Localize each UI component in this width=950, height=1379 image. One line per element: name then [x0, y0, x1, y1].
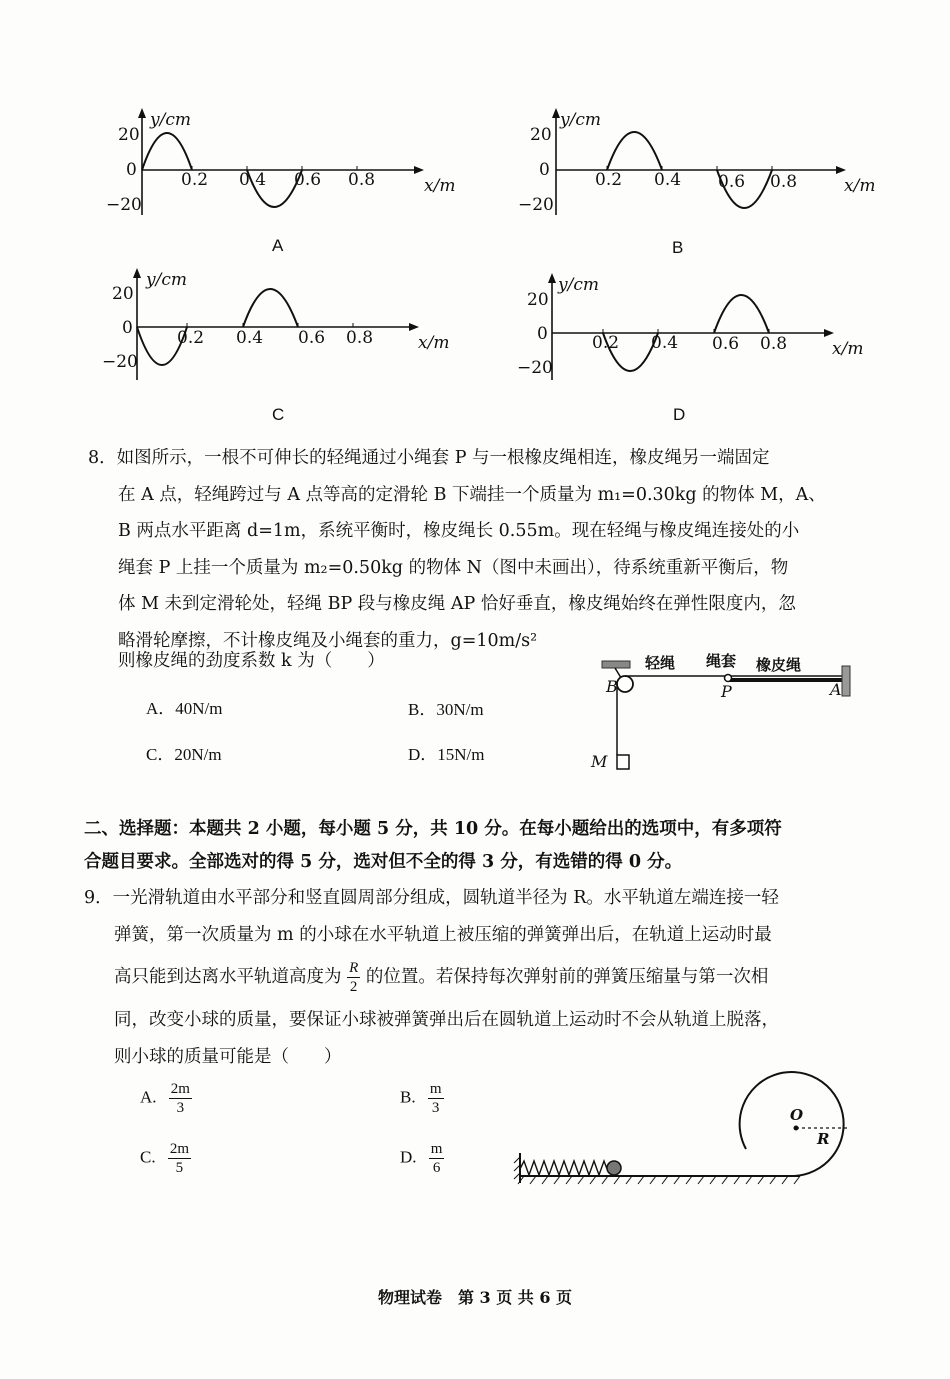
graph-c-xtick-0.2: 0.2	[177, 328, 205, 348]
graph-a-xlabel: x/m	[424, 176, 456, 196]
graph-d-xlabel: x/m	[832, 339, 864, 359]
q9-label-o: O	[790, 1106, 804, 1124]
ball-icon	[607, 1161, 621, 1175]
graph-b-xlabel: x/m	[844, 176, 876, 196]
q9-line-3	[84, 959, 884, 996]
q8-label-a: A	[830, 680, 842, 699]
q8-option-b[interactable]: B．30N/m	[408, 700, 484, 719]
q9-option-b-label: B.	[400, 1087, 416, 1107]
section-2-line-1: 二、选择题：本题共 2 小题，每小题 5 分，共 10 分。在每小题给出的选项中，有多项符	[84, 819, 782, 839]
graph-a-ylabel: y/cm	[150, 110, 191, 130]
q8-line-3: B 两点水平距离 d=1m，系统平衡时，橡皮绳长 0.55m。现在轻绳与橡皮绳连接处的小	[118, 521, 800, 541]
q9-option-a-label: A.	[140, 1087, 157, 1107]
graph-c-xtick-0.4: 0.4	[236, 328, 264, 348]
frac-denominator: 2	[349, 979, 358, 995]
graph-c-xtick-0.8: 0.8	[346, 328, 374, 348]
q9-option-d-den: 6	[432, 1160, 441, 1176]
graph-d-plot	[0, 0, 950, 420]
q8-line-6: 略滑轮摩擦，不计橡皮绳及小绳套的重力，g=10m/s²	[118, 630, 538, 651]
graph-a-xtick-0.4: 0.4	[239, 170, 267, 190]
q8-label-m: M	[591, 752, 608, 771]
q8-line-4: 绳套 P 上挂一个质量为 m₂=0.50kg 的物体 N（图中未画出），待系统重新平衡后，物	[118, 557, 789, 578]
graph-d-ytick-0: 0	[537, 324, 548, 344]
q9-option-c-num: 2m	[169, 1141, 190, 1157]
graph-d-ytick-neg20: −20	[517, 358, 553, 378]
graph-a-ytick-0: 0	[126, 160, 137, 180]
question-9-text	[84, 880, 884, 1075]
graph-a-xtick-0.2: 0.2	[181, 170, 209, 190]
q9-line-5: 则小球的质量可能是（ ）	[114, 1046, 342, 1067]
q9-line-1: 9．一光滑轨道由水平部分和竖直圆周部分组成，圆轨道半径为 R。水平轨道左端连接一轻	[84, 888, 779, 908]
graph-d-xtick-0.8: 0.8	[760, 334, 788, 354]
graph-d-caption: D	[673, 405, 686, 424]
section-2-heading	[84, 813, 884, 879]
q8-line-2: 在 A 点，轻绳跨过与 A 点等高的定滑轮 B 下端挂一个质量为 m₁=0.30kg 的物体 M，A、	[118, 484, 826, 505]
graph-b-ytick-0: 0	[539, 160, 550, 180]
graph-a-xtick-0.6: 0.6	[294, 170, 322, 190]
graph-b-xtick-0.2: 0.2	[595, 170, 623, 190]
graph-b-ylabel: y/cm	[560, 110, 601, 130]
graph-d-ytick-20: 20	[527, 290, 549, 310]
graph-a-caption: A	[272, 236, 284, 255]
graph-c-ytick-20: 20	[112, 284, 134, 304]
graph-a-xtick-0.8: 0.8	[348, 170, 376, 190]
q9-option-a-den: 3	[176, 1100, 185, 1116]
q9-option-b[interactable]	[400, 1080, 444, 1117]
q8-option-a[interactable]: A．40N/m	[146, 699, 223, 718]
q8-option-d[interactable]: D．15N/m	[408, 745, 485, 764]
graph-c-caption: C	[272, 405, 285, 424]
q8-label-rubber: 橡皮绳	[756, 656, 802, 674]
graph-c-ytick-neg20: −20	[102, 352, 138, 372]
section-2-line-2: 合题目要求。全部选对的得 5 分，选对但不全的得 3 分，有选错的得 0 分。	[84, 852, 683, 872]
q9-option-d[interactable]	[400, 1140, 444, 1177]
graph-b-xtick-0.8: 0.8	[770, 172, 798, 192]
graph-a-ytick-20: 20	[118, 125, 140, 145]
graph-b-xtick-0.6: 0.6	[718, 172, 746, 192]
q9-option-a[interactable]	[140, 1080, 192, 1117]
q8-label-b: B	[606, 677, 618, 696]
q9-line-4: 同，改变小球的质量，要保证小球被弹簧弹出后在圆轨道上运动时不会从轨道上脱落，	[114, 1010, 779, 1030]
graph-d-xtick-0.4: 0.4	[651, 333, 679, 353]
q9-line-3-start: 高只能到达离水平轨道高度为	[114, 967, 342, 987]
q8-label-loop: 绳套	[706, 652, 737, 670]
q8-line-5: 体 M 未到定滑轮处，轻绳 BP 段与橡皮绳 AP 恰好垂直，橡皮绳始终在弹性限度内，忽	[118, 594, 796, 614]
q9-line-2: 弹簧，第一次质量为 m 的小球在水平轨道上被压缩的弹簧弹出后，在轨道上运动时最	[114, 924, 772, 945]
q9-option-c-label: C.	[140, 1147, 156, 1167]
graph-b-ytick-20: 20	[530, 125, 552, 145]
q8-line-1: 8．如图所示，一根不可伸长的轻绳通过小绳套 P 与一根橡皮绳相连，橡皮绳另一端固定	[88, 448, 770, 468]
q8-label-p: P	[721, 682, 732, 701]
q9-option-b-num: m	[429, 1081, 442, 1097]
graph-b-xtick-0.4: 0.4	[654, 170, 682, 190]
q9-option-d-label: D.	[400, 1147, 417, 1167]
q9-label-r: R	[817, 1130, 830, 1148]
q9-option-c[interactable]	[140, 1140, 191, 1177]
graph-c-xtick-0.6: 0.6	[298, 328, 326, 348]
spring-icon	[520, 1161, 607, 1175]
q9-option-a-num: 2m	[170, 1081, 190, 1097]
graph-d-xtick-0.6: 0.6	[712, 334, 740, 354]
pulley-icon	[617, 676, 633, 692]
q8-option-c[interactable]: C．20N/m	[146, 745, 222, 764]
q8-line-7: 则橡皮绳的劲度系数 k 为（ ）	[118, 651, 385, 671]
question-8-text	[88, 440, 878, 659]
q9-option-b-den: 3	[431, 1100, 440, 1116]
q9-option-c-den: 5	[175, 1160, 184, 1176]
frac-numerator: R	[349, 960, 359, 976]
graph-c-ytick-0: 0	[122, 318, 133, 338]
q9-track-diagram	[510, 1065, 870, 1200]
q9-option-d-num: m	[430, 1141, 443, 1157]
circular-track-icon	[740, 1072, 844, 1176]
graph-c-ylabel: y/cm	[146, 270, 187, 290]
graph-d-xtick-0.2: 0.2	[592, 333, 620, 353]
q8-label-light-rope: 轻绳	[645, 654, 676, 672]
graph-b-caption: B	[672, 238, 684, 257]
page-footer: 物理试卷 第 3 页 共 6 页	[377, 1288, 573, 1307]
graph-c-xlabel: x/m	[418, 333, 450, 353]
q9-fraction-r-over-2	[347, 959, 360, 996]
graph-b-ytick-neg20: −20	[518, 195, 554, 215]
q9-line-3-end: 的位置。若保持每次弹射前的弹簧压缩量与第一次相	[365, 967, 769, 987]
graph-a-ytick-neg20: −20	[106, 195, 142, 215]
graph-d-ylabel: y/cm	[558, 275, 599, 295]
